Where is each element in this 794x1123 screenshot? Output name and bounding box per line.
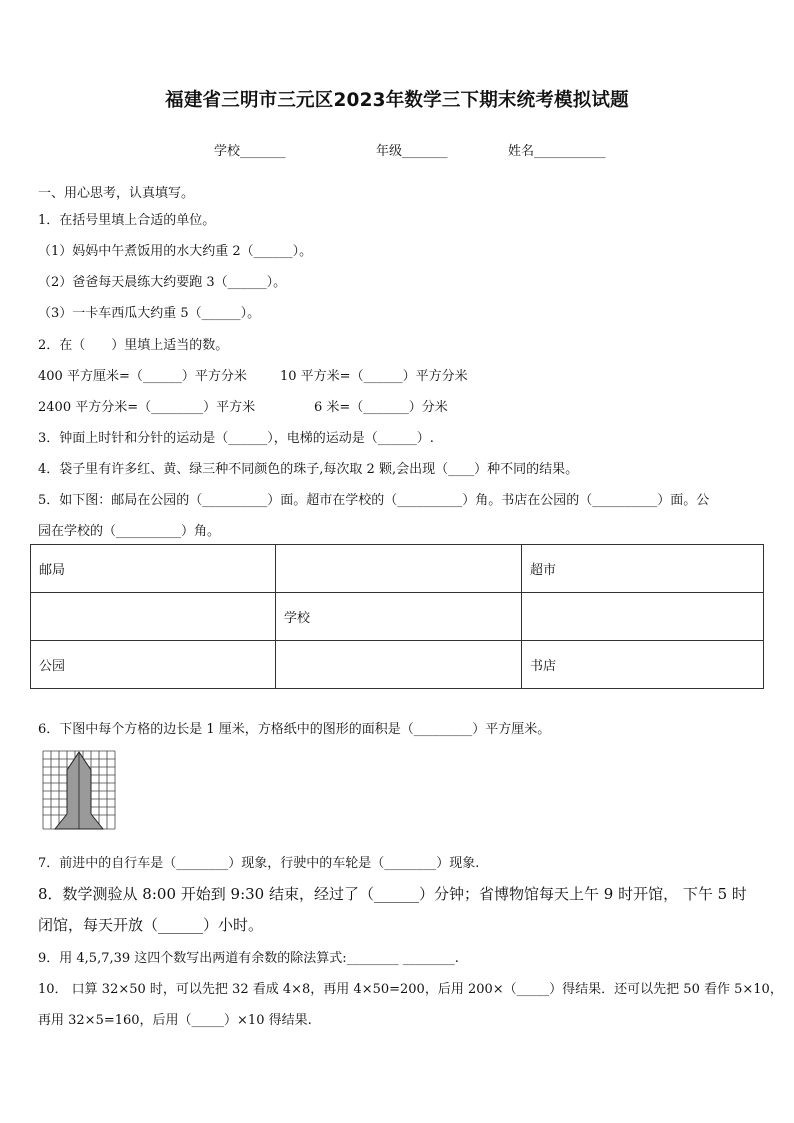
table-cell: 学校 [276,593,522,641]
q1-part-c: （3）一卡车西瓜大约重 5（______）。 [38,306,261,321]
q6: 6．下图中每个方格的边长是 1 厘米，方格纸中的图形的面积是（_________）平方厘米。 [38,722,551,737]
q2-stem: 2．在（ ）里填上适当的数。 [38,338,229,353]
table-row [31,545,764,593]
q8-line2: 闭馆，每天开放（______）小时。 [38,916,264,934]
grid-figure [42,750,116,834]
grade-field: 年级_______ [376,144,448,159]
name-field: 姓名___________ [508,144,606,159]
q1-stem: 1．在括号里填上合适的单位。 [38,213,216,228]
q7: 7．前进中的自行车是（________）现象，行驶中的车轮是（________）现象. [38,856,480,871]
q2-part-d: 6 米=（_______）分米 [314,400,448,415]
q5-line1: 5．如下图：邮局在公园的（__________）面。超市在学校的（__________）角。书店在公园的（__________）面。公 [38,493,710,508]
school-field: 学校_______ [214,144,286,159]
q5-line2: 园在学校的（__________）角。 [38,524,221,539]
table-cell: 超市 [522,545,764,593]
q1-part-b: （2）爸爸每天晨练大约要跑 3（______）。 [38,275,287,290]
q2-part-b: 10 平方米=（______）平方分米 [280,369,468,384]
section-heading: 一、用心思考，认真填写。 [38,186,195,201]
table-cell: 书店 [522,641,764,689]
q2-part-c: 2400 平方分米=（________）平方米 [38,400,256,415]
q9: 9．用 4,5,7,39 这四个数写出两道有余数的除法算式:________ ________. [38,951,459,966]
table-row [31,641,764,689]
table-row [31,593,764,641]
q10-line2: 再用 32×5=160，后用（_____）×10 得结果. [38,1013,312,1028]
q3: 3．钟面上时针和分针的运动是（______），电梯的运动是（______）. [38,431,434,446]
table-cell [276,545,522,593]
direction-map-table [30,544,764,689]
page-title: 福建省三明市三元区2023年数学三下期末统考模拟试题 [165,90,629,111]
arrow-shape-figure [42,750,116,830]
q4: 4．袋子里有许多红、黄、绿三种不同颜色的珠子,每次取 2 颗,会出现（____）种不同的结果。 [38,462,579,477]
q10-line1: 10． 口算 32×50 时，可以先把 32 看成 4×8，再用 4×50=200，后用 200×（_____）得结果．还可以先把 50 看作 5×10， [38,982,783,997]
q8-line1: 8．数学测验从 8:00 开始到 9:30 结束，经过了（______）分钟；省博物馆每天上午 9 时开馆， 下午 5 时 [38,885,747,903]
table-cell [31,593,276,641]
table-cell [276,641,522,689]
q1-part-a: （1）妈妈中午煮饭用的水大约重 2（______）。 [38,244,313,259]
table-cell [522,593,764,641]
q2-part-a: 400 平方厘米=（______）平方分米 [38,369,247,384]
table-cell: 公园 [31,641,276,689]
table-cell: 邮局 [31,545,276,593]
